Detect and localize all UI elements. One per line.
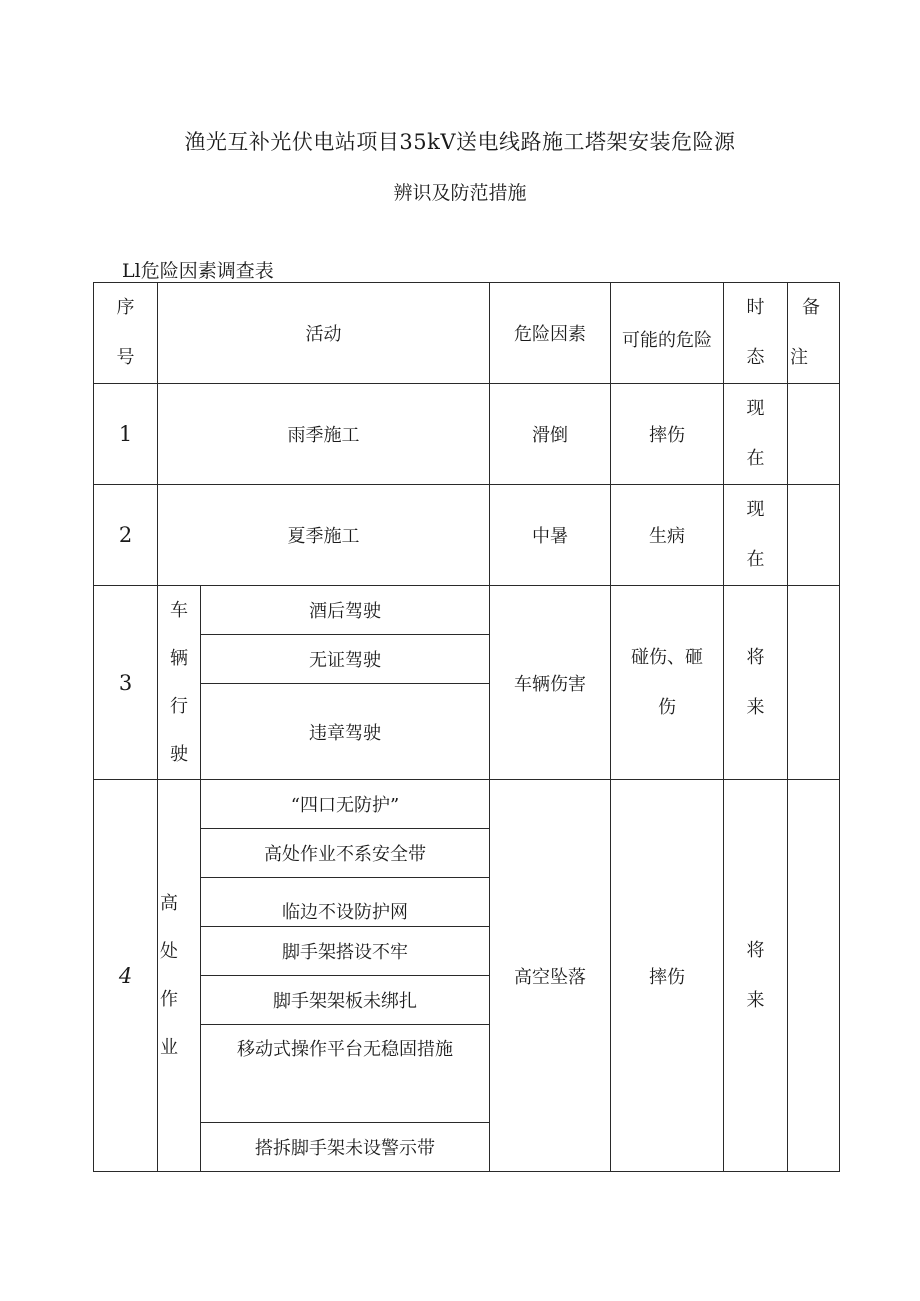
header-activity: 活动 <box>158 283 490 384</box>
activity-cell: 雨季施工 <box>158 384 490 485</box>
sub-activity-cell: “四口无防护” <box>201 780 490 829</box>
header-row <box>94 283 840 384</box>
hazard-table <box>93 282 840 1172</box>
tense-cell: 现 在 <box>724 384 788 485</box>
tense-cell: 现 在 <box>724 485 788 586</box>
sub-activity-cell: 临边不设防护网 <box>201 878 490 927</box>
table-caption: Ll危险因素调查表 <box>122 260 274 282</box>
remark-cell <box>788 485 840 586</box>
seq-cell: 1 <box>94 384 158 485</box>
document-subtitle: 辨识及防范措施 <box>393 182 527 204</box>
header-hazard: 危险因素 <box>490 283 611 384</box>
seq-cell: 4 <box>94 780 158 1172</box>
remark-cell <box>788 384 840 485</box>
activity-cell: 夏季施工 <box>158 485 490 586</box>
sub-activity-cell: 违章驾驶 <box>201 684 490 780</box>
table-row <box>94 780 840 829</box>
sub-activity-cell: 酒后驾驶 <box>201 586 490 635</box>
header-tense: 时 态 <box>724 283 788 384</box>
tense-cell: 将 来 <box>724 586 788 780</box>
category-cell: 高 处 作 业 <box>158 780 201 1172</box>
sub-activity-cell: 脚手架搭设不牢 <box>201 927 490 976</box>
header-danger: 可能的危险 <box>611 283 724 384</box>
hazard-cell: 中暑 <box>490 485 611 586</box>
remark-cell <box>788 586 840 780</box>
header-remark: 备 注 <box>788 283 840 384</box>
table-row <box>94 485 840 586</box>
table-row <box>94 586 840 635</box>
sub-activity-cell: 移动式操作平台无稳固措施 <box>201 1025 490 1123</box>
tense-cell: 将 来 <box>724 780 788 1172</box>
sub-activity-cell: 无证驾驶 <box>201 635 490 684</box>
hazard-cell: 高空坠落 <box>490 780 611 1172</box>
table-row <box>94 384 840 485</box>
seq-cell: 3 <box>94 586 158 780</box>
danger-cell: 摔伤 <box>611 384 724 485</box>
seq-cell: 2 <box>94 485 158 586</box>
danger-cell: 摔伤 <box>611 780 724 1172</box>
category-cell: 车 辆 行 驶 <box>158 586 201 780</box>
sub-activity-cell: 脚手架架板未绑扎 <box>201 976 490 1025</box>
danger-cell: 碰伤、砸 伤 <box>611 586 724 780</box>
header-seq: 序 号 <box>94 283 158 384</box>
sub-activity-cell: 高处作业不系安全带 <box>201 829 490 878</box>
danger-cell: 生病 <box>611 485 724 586</box>
document-title: 渔光互补光伏电站项目35kV送电线路施工塔架安装危险源 <box>184 130 736 154</box>
hazard-cell: 滑倒 <box>490 384 611 485</box>
hazard-cell: 车辆伤害 <box>490 586 611 780</box>
remark-cell <box>788 780 840 1172</box>
sub-activity-cell: 搭拆脚手架未设警示带 <box>201 1123 490 1172</box>
